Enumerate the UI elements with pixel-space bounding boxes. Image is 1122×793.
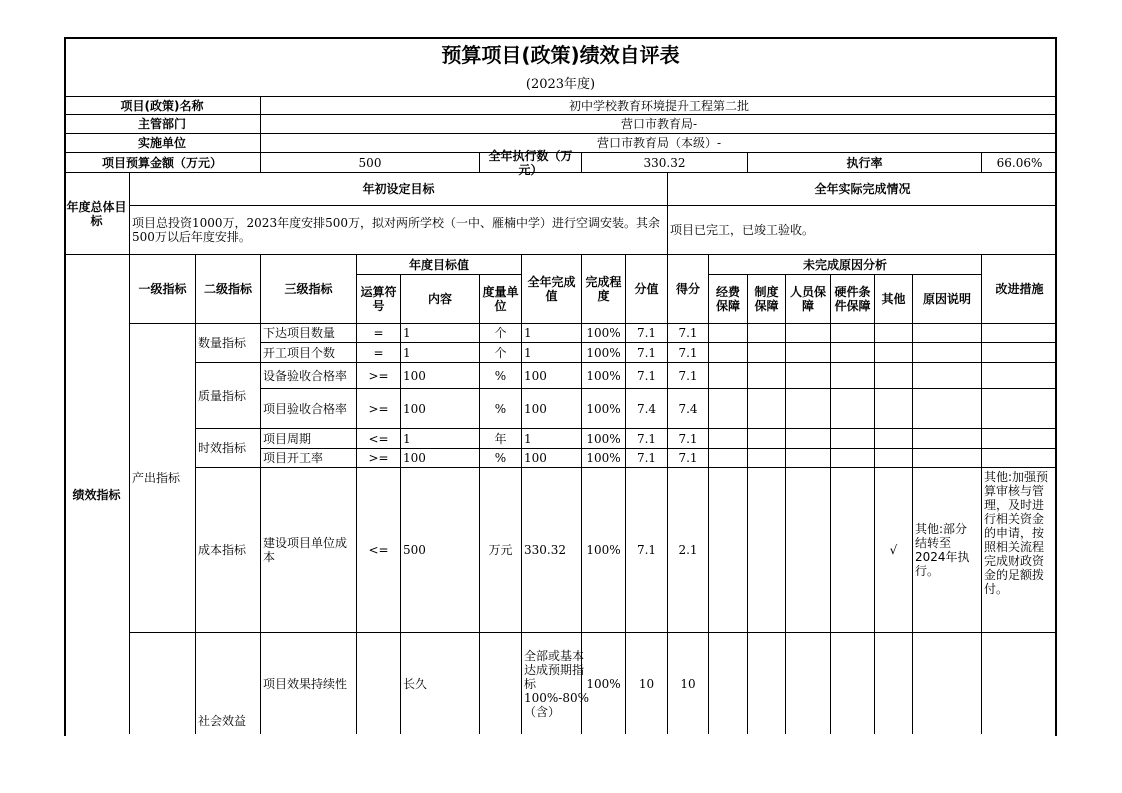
indicator-value: 7.1 [626, 468, 668, 633]
indicator-content: 1 [401, 343, 480, 363]
indicator-check [875, 389, 913, 429]
header-reason-system: 制度保障 [748, 275, 786, 324]
category-time: 时效指标 [196, 429, 261, 468]
unit-label: 实施单位 [64, 134, 261, 153]
indicator-op: <= [357, 429, 401, 449]
indicator-value: 7.4 [626, 389, 668, 429]
indicator-empty [709, 363, 748, 389]
budget-label: 项目预算金额（万元） [64, 153, 261, 173]
rate-label: 执行率 [748, 153, 982, 173]
level1-output: 产出指标 [130, 324, 196, 633]
budget-value: 500 [261, 153, 480, 173]
header-reason-hardware: 硬件条件保障 [831, 275, 875, 324]
indicator-unit: 万元 [480, 468, 522, 633]
header-degree: 完成程度 [582, 255, 626, 324]
indicator-degree: 100% [582, 389, 626, 429]
indicator-actual: 330.32 [522, 468, 582, 633]
indicator-unit: % [480, 363, 522, 389]
indicator-actual: 全部或基本达成预期指标100%-80%（含） [522, 633, 582, 734]
indicator-unit: 年 [480, 429, 522, 449]
indicator-content: 1 [401, 324, 480, 343]
project-name-value: 初中学校教育环境提升工程第二批 [261, 97, 1057, 115]
indicator-content: 100 [401, 449, 480, 468]
indicator-improve [982, 324, 1057, 343]
indicator-empty [831, 468, 875, 633]
indicator-reason [913, 449, 982, 468]
indicator-empty [831, 633, 875, 734]
indicator-actual: 100 [522, 363, 582, 389]
indicator-empty [831, 363, 875, 389]
category-quantity: 数量指标 [196, 324, 261, 363]
indicator-empty [831, 343, 875, 363]
rate-value: 66.06% [982, 153, 1057, 173]
indicator-improve [982, 343, 1057, 363]
indicator-check [875, 363, 913, 389]
indicator-name: 设备验收合格率 [261, 363, 357, 389]
year-label: (2023年度) [64, 74, 1057, 97]
exec-value: 330.32 [582, 153, 748, 173]
indicator-empty [748, 389, 786, 429]
indicator-value: 7.1 [626, 324, 668, 343]
indicator-reason [913, 343, 982, 363]
indicator-empty [748, 468, 786, 633]
indicator-check: √ [875, 468, 913, 633]
indicator-name: 项目验收合格率 [261, 389, 357, 429]
indicator-value: 7.1 [626, 363, 668, 389]
indicator-content: 长久 [401, 633, 480, 734]
indicator-reason [913, 633, 982, 734]
indicator-score: 7.1 [668, 449, 709, 468]
indicator-score: 2.1 [668, 468, 709, 633]
goal-label: 年度总体目标 [64, 173, 130, 255]
indicator-reason: 其他:部分结转至2024年执行。 [913, 468, 982, 633]
header-improve: 改进措施 [982, 255, 1057, 324]
indicator-empty [786, 389, 831, 429]
indicator-score: 10 [668, 633, 709, 734]
header-target-group: 年度目标值 [357, 255, 522, 275]
indicator-improve [982, 429, 1057, 449]
header-reason-desc: 原因说明 [913, 275, 982, 324]
indicator-value: 7.1 [626, 449, 668, 468]
indicator-actual: 1 [522, 429, 582, 449]
header-score-value: 分值 [626, 255, 668, 324]
indicator-check [875, 324, 913, 343]
indicator-unit: % [480, 449, 522, 468]
indicator-score: 7.4 [668, 389, 709, 429]
header-unit: 度量单位 [480, 275, 522, 324]
indicator-reason [913, 324, 982, 343]
indicator-op [357, 633, 401, 734]
indicator-empty [709, 633, 748, 734]
goal-set-text: 项目总投资1000万，2023年度安排500万，拟对两所学校（一中、雁楠中学）进行空调安装。其余500万以后年度安排。 [130, 206, 668, 255]
header-actual: 全年完成值 [522, 255, 582, 324]
indicator-name: 项目效果持续性 [261, 633, 357, 734]
indicator-name: 下达项目数量 [261, 324, 357, 343]
indicator-reason [913, 363, 982, 389]
goal-actual-header: 全年实际完成情况 [668, 173, 1057, 206]
indicator-empty [709, 389, 748, 429]
indicator-check [875, 633, 913, 734]
indicator-score: 7.1 [668, 343, 709, 363]
indicator-op: >= [357, 449, 401, 468]
indicator-actual: 1 [522, 343, 582, 363]
indicator-empty [786, 429, 831, 449]
indicator-degree: 100% [582, 324, 626, 343]
indicator-empty [786, 468, 831, 633]
header-reason-other: 其他 [875, 275, 913, 324]
exec-label: 全年执行数（万元） [480, 153, 582, 173]
indicator-empty [786, 343, 831, 363]
indicator-empty [786, 363, 831, 389]
indicator-improve [982, 449, 1057, 468]
indicator-empty [786, 633, 831, 734]
indicator-op: = [357, 343, 401, 363]
indicator-actual: 100 [522, 389, 582, 429]
unit-value: 营口市教育局（本级）- [261, 134, 1057, 153]
indicator-empty [831, 449, 875, 468]
indicator-content: 1 [401, 429, 480, 449]
indicator-empty [709, 343, 748, 363]
indicator-name: 开工项目个数 [261, 343, 357, 363]
header-score: 得分 [668, 255, 709, 324]
indicator-improve [982, 389, 1057, 429]
project-name-label: 项目(政策)名称 [64, 97, 261, 115]
indicator-degree: 100% [582, 343, 626, 363]
indicator-degree: 100% [582, 468, 626, 633]
indicator-content: 500 [401, 468, 480, 633]
indicator-empty [831, 324, 875, 343]
indicator-degree: 100% [582, 429, 626, 449]
indicator-empty [748, 633, 786, 734]
indicator-op: <= [357, 468, 401, 633]
indicator-empty [831, 429, 875, 449]
indicator-empty [831, 389, 875, 429]
indicator-unit: % [480, 389, 522, 429]
indicator-unit: 个 [480, 343, 522, 363]
dept-label: 主管部门 [64, 115, 261, 134]
indicator-empty [748, 429, 786, 449]
header-reason-funding: 经费保障 [709, 275, 748, 324]
indicator-score: 7.1 [668, 324, 709, 343]
header-op: 运算符号 [357, 275, 401, 324]
indicator-empty [709, 324, 748, 343]
indicator-name: 建设项目单位成本 [261, 468, 357, 633]
indicator-degree: 100% [582, 633, 626, 734]
category-quality: 质量指标 [196, 363, 261, 429]
indicator-score: 7.1 [668, 429, 709, 449]
indicator-empty [748, 449, 786, 468]
indicator-improve [982, 633, 1057, 734]
goal-set-header: 年初设定目标 [130, 173, 668, 206]
indicator-empty [709, 449, 748, 468]
indicator-unit: 个 [480, 324, 522, 343]
indicator-check [875, 429, 913, 449]
indicator-op: >= [357, 363, 401, 389]
indicator-value: 10 [626, 633, 668, 734]
header-level3: 三级指标 [261, 255, 357, 324]
indicator-empty [709, 429, 748, 449]
level1-blank [130, 633, 196, 734]
indicator-empty [786, 449, 831, 468]
indicator-name: 项目开工率 [261, 449, 357, 468]
indicator-actual: 100 [522, 449, 582, 468]
indicator-empty [748, 363, 786, 389]
header-level1: 一级指标 [130, 255, 196, 324]
indicator-check [875, 343, 913, 363]
indicator-op: = [357, 324, 401, 343]
indicator-op: >= [357, 389, 401, 429]
indicator-actual: 1 [522, 324, 582, 343]
dept-value: 营口市教育局- [261, 115, 1057, 134]
indicator-content: 100 [401, 363, 480, 389]
indicator-empty [748, 324, 786, 343]
page-title: 预算项目(政策)绩效自评表 [441, 43, 680, 67]
header-content: 内容 [401, 275, 480, 324]
indicator-check [875, 449, 913, 468]
indicator-reason [913, 389, 982, 429]
indicators-section-label: 绩效指标 [64, 255, 130, 734]
indicator-reason [913, 429, 982, 449]
indicator-empty [748, 343, 786, 363]
indicator-improve [982, 363, 1057, 389]
indicator-degree: 100% [582, 363, 626, 389]
goal-actual-text: 项目已完工，已竣工验收。 [668, 206, 1057, 255]
indicator-value: 7.1 [626, 429, 668, 449]
indicator-value: 7.1 [626, 343, 668, 363]
header-reason-group: 未完成原因分析 [709, 255, 982, 275]
indicator-score: 7.1 [668, 363, 709, 389]
category-cost: 成本指标 [196, 468, 261, 633]
indicator-empty [786, 324, 831, 343]
indicator-content: 100 [401, 389, 480, 429]
header-level2: 二级指标 [196, 255, 261, 324]
category-social: 社会效益 [196, 633, 261, 734]
indicator-name: 项目周期 [261, 429, 357, 449]
header-reason-staff: 人员保障 [786, 275, 831, 324]
indicator-improve: 其他:加强预算审核与管理，及时进行相关资金的申请，按照相关流程完成财政资金的足额拨付。 [982, 468, 1057, 633]
indicator-empty [709, 468, 748, 633]
indicator-unit [480, 633, 522, 734]
indicator-degree: 100% [582, 449, 626, 468]
